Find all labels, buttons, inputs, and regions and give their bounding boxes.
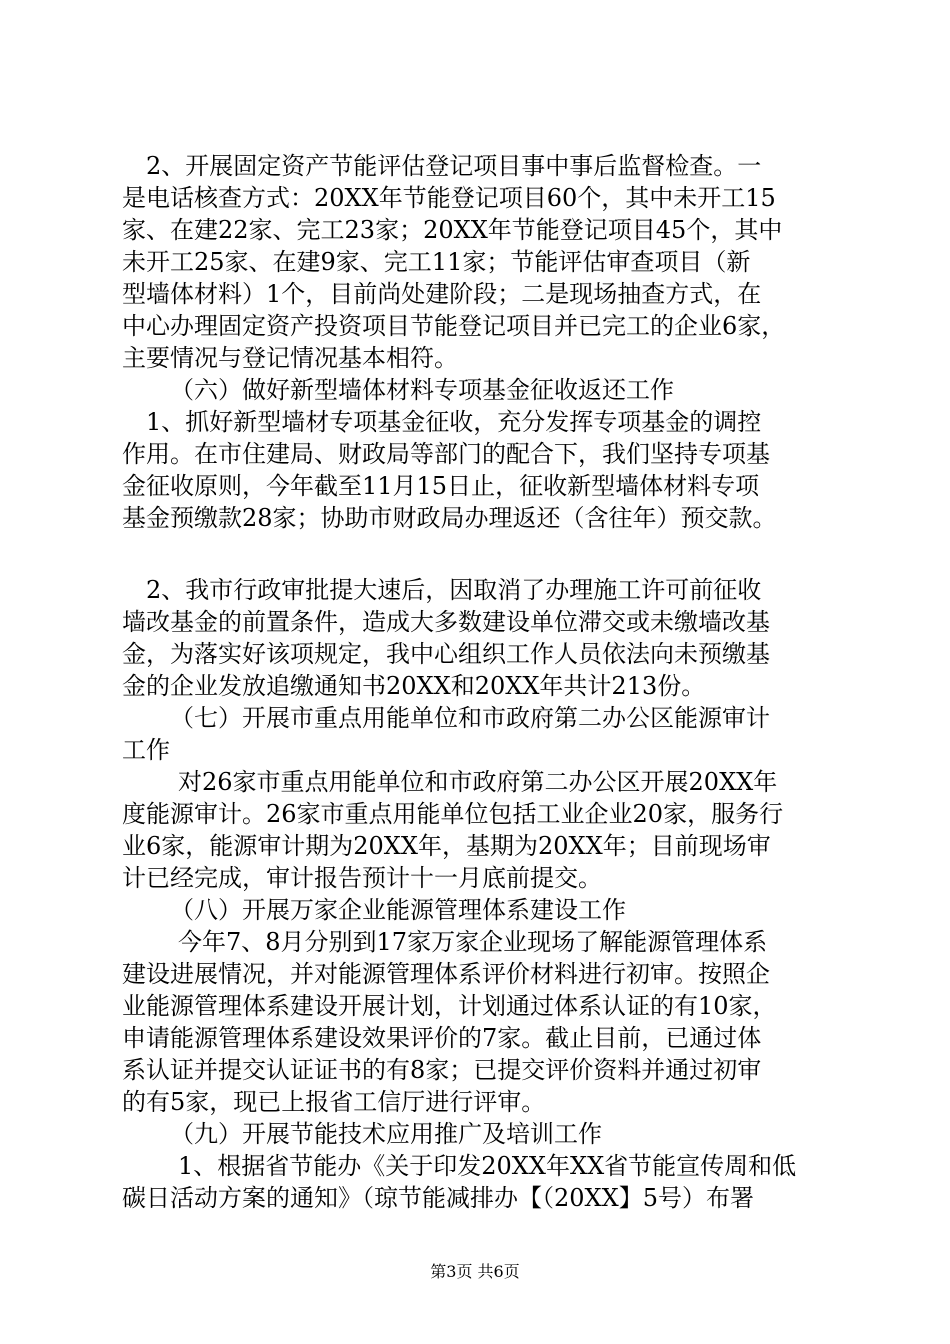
paragraph-line: 1、抓好新型墙材专项基金征收，充分发挥专项基金的调控: [146, 408, 762, 436]
paragraph-line: 2、开展固定资产节能评估登记项目事中事后监督检查。一: [146, 152, 762, 180]
paragraph-line: 对26家市重点用能单位和市政府第二办公区开展20XX年: [178, 768, 778, 796]
section-heading: （七）开展市重点用能单位和市政府第二办公区能源审计: [170, 704, 770, 732]
paragraph-line: 今年7、8月分别到17家万家企业现场了解能源管理体系: [178, 928, 768, 956]
paragraph-line: 业能源管理体系建设开展计划，计划通过体系认证的有10家，: [122, 992, 777, 1020]
paragraph-line: 作用。在市住建局、财政局等部门的配合下，我们坚持专项基: [122, 440, 770, 468]
paragraph-line: 中心办理固定资产投资项目节能登记项目并已完工的企业6家，: [122, 312, 786, 340]
paragraph-line: 度能源审计。26家市重点用能单位包括工业企业20家，服务行: [122, 800, 784, 828]
paragraph-line: 墙改基金的前置条件，造成大多数建设单位滞交或未缴墙改基: [122, 608, 770, 636]
paragraph-line: 的有5家，现已上报省工信厅进行评审。: [122, 1088, 546, 1116]
page-number-footer: 第3页 共6页: [430, 1262, 520, 1281]
paragraph-line: 业6家，能源审计期为20XX年，基期为20XX年；目前现场审: [122, 832, 771, 860]
paragraph-line: 碳日活动方案的通知》（琼节能减排办【（20XX】5号）布署: [122, 1184, 754, 1212]
paragraph-line: 主要情况与登记情况基本相符。: [122, 344, 458, 372]
paragraph-line: 1、根据省节能办《关于印发20XX年XX省节能宣传周和低: [178, 1152, 797, 1180]
paragraph-line: 未开工25家、在建9家、完工11家；节能评估审查项目（新: [122, 248, 751, 276]
paragraph-line: 金征收原则，今年截至11月15日止，征收新型墙体材料专项: [122, 472, 760, 500]
section-heading: 工作: [122, 736, 170, 764]
paragraph-line: 金，为落实好该项规定，我中心组织工作人员依法向未预缴基: [122, 640, 770, 668]
section-heading: （八）开展万家企业能源管理体系建设工作: [170, 896, 626, 924]
paragraph-line: 金的企业发放追缴通知书20XX和20XX年共计213份。: [122, 672, 706, 700]
paragraph-line: 家、在建22家、完工23家；20XX年节能登记项目45个，其中: [122, 216, 783, 244]
section-heading: （九）开展节能技术应用推广及培训工作: [170, 1120, 602, 1148]
document-body: [122, 150, 832, 1214]
paragraph-gap: [122, 534, 832, 574]
paragraph-line: 基金预缴款28家；协助市财政局办理返还（含往年）预交款。: [122, 504, 777, 532]
paragraph-line: 2、我市行政审批提大速后，因取消了办理施工许可前征收: [146, 576, 762, 604]
paragraph-line: 申请能源管理体系建设效果评价的7家。截止目前，已通过体: [122, 1024, 762, 1052]
paragraph-line: 系认证并提交认证证书的有8家；已提交评价资料并通过初审: [122, 1056, 762, 1084]
paragraph-line: 建设进展情况，并对能源管理体系评价材料进行初审。按照企: [122, 960, 770, 988]
section-heading: （六）做好新型墙体材料专项基金征收返还工作: [170, 376, 674, 404]
paragraph-line: 是电话核查方式：20XX年节能登记项目60个，其中未开工15: [122, 184, 776, 212]
paragraph-line: 型墙体材料）1个，目前尚处建阶段；二是现场抽查方式，在: [122, 280, 762, 308]
paragraph-line: 计已经完成，审计报告预计十一月底前提交。: [122, 864, 602, 892]
